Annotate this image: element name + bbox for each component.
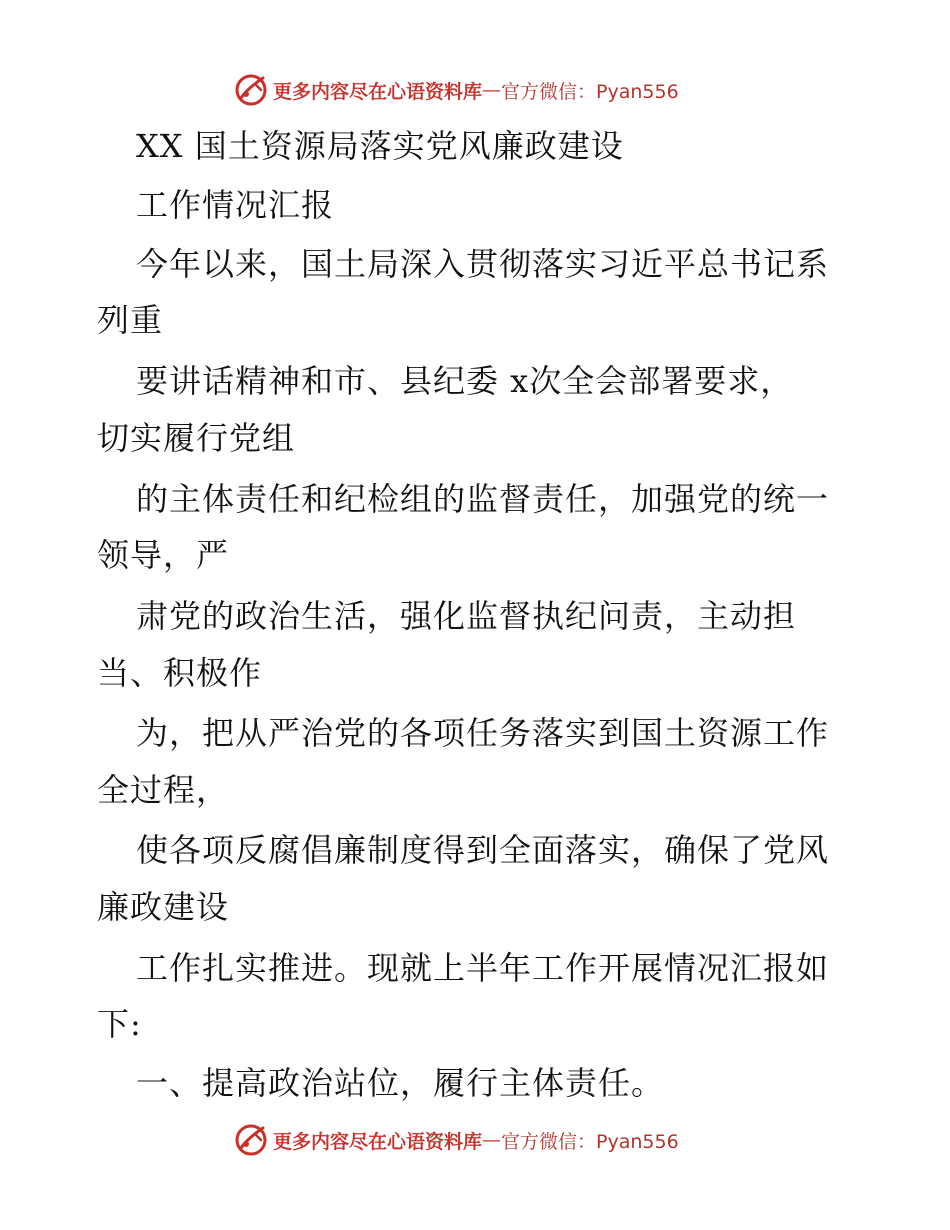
- paragraph-line: 为，把从严治党的各项任务落实到国土资源工作: [136, 714, 830, 752]
- document-subtitle: 工作情况汇报: [136, 186, 335, 224]
- watermark-separator: —: [482, 79, 502, 101]
- brush-logo-icon: [233, 1122, 269, 1158]
- paragraph-line: 工作扎实推进。现就上半年工作开展情况汇报如: [136, 949, 830, 987]
- watermark-contact: 官方微信：Pyan556: [501, 80, 679, 103]
- paragraph-line: 使各项反腐倡廉制度得到全面落实，确保了党风: [136, 831, 830, 869]
- paragraph-line: 今年以来，国土局深入贯彻落实习近平总书记系: [136, 245, 830, 283]
- paragraph-line: 下:: [97, 1005, 142, 1043]
- watermark-main-text: 更多内容尽在心语资料库: [273, 1130, 483, 1153]
- section-heading: 一、提高政治站位，履行主体责任。: [136, 1064, 665, 1102]
- watermark-contact: 官方微信：Pyan556: [501, 1130, 679, 1153]
- document-title: XX 国土资源局落实党风廉政建设: [136, 127, 624, 165]
- paragraph-line: 领导，严: [97, 536, 230, 574]
- paragraph-line: 的主体责任和纪检组的监督责任，加强党的统一: [136, 480, 830, 518]
- paragraph-line: 切实履行党组: [97, 419, 296, 457]
- paragraph-line: 廉政建设: [97, 888, 230, 926]
- paragraph-line: 肃党的政治生活，强化监督执纪问责，主动担: [136, 597, 797, 635]
- paragraph-line: 列重: [97, 301, 164, 339]
- watermark-main-text: 更多内容尽在心语资料库: [273, 80, 483, 103]
- footer-watermark: [233, 1120, 679, 1160]
- paragraph-line: 全过程，: [97, 771, 230, 809]
- brush-logo-icon: [233, 72, 269, 108]
- paragraph-line: 当、积极作: [97, 654, 263, 692]
- header-watermark: [233, 70, 679, 110]
- paragraph-line: 要讲话精神和市、县纪委 x次全会部署要求，: [136, 362, 794, 400]
- watermark-separator: —: [482, 1129, 502, 1151]
